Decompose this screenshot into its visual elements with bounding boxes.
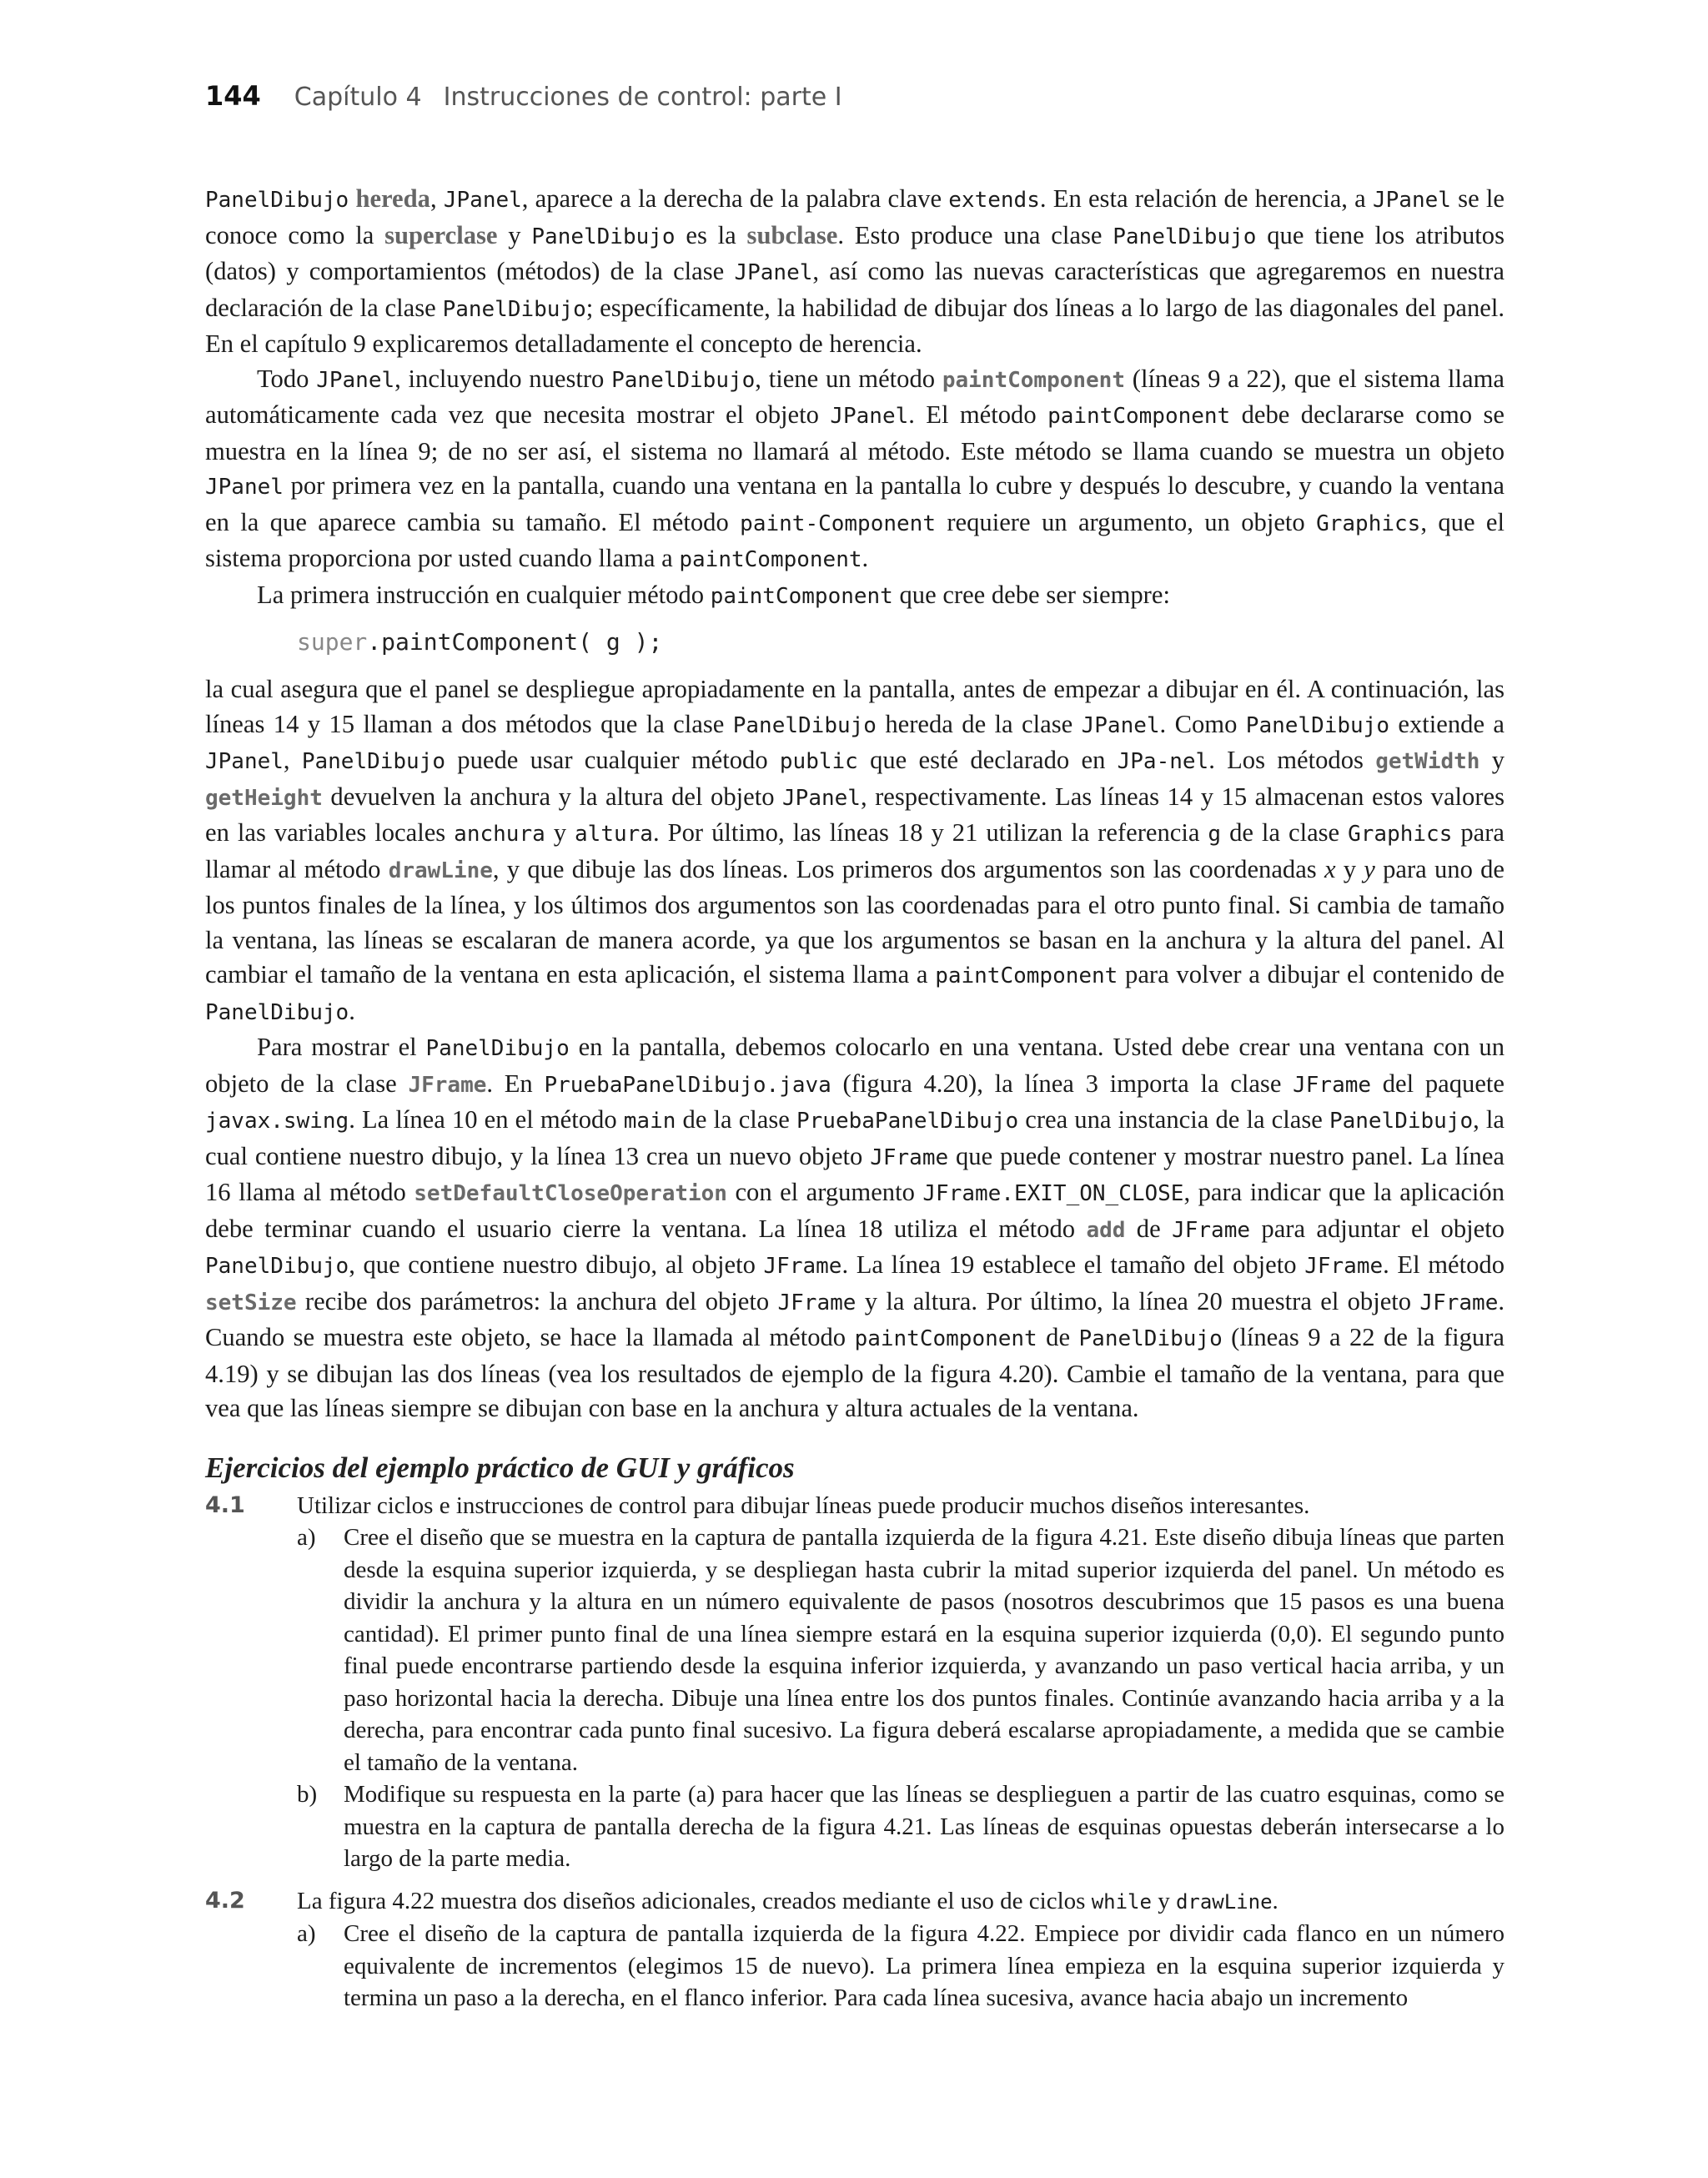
text-run: del paquete [1371, 1069, 1505, 1098]
text-run: es la [675, 220, 747, 249]
exercise-number: 4.2 [205, 1887, 245, 1914]
text-run: de la clase [676, 1105, 796, 1134]
code-text: .paintComponent( g ); [367, 628, 663, 656]
code-ref: PanelDibujo [531, 224, 676, 249]
body-text [205, 182, 1505, 2015]
code-ref: PanelDibujo [611, 367, 756, 393]
code-ref: JPanel [316, 367, 395, 393]
code-ref: javax.swing [205, 1109, 349, 1134]
code-ref: main [623, 1109, 676, 1134]
code-ref: PanelDibujo [1329, 1109, 1474, 1134]
code-term: drawLine [388, 858, 493, 883]
text-run: devuelven la anchura y la altura del objeto [322, 782, 783, 811]
exercise-4-1-a [297, 1522, 1505, 1778]
text-run: . Esto produce una clase [837, 220, 1113, 249]
code-term: setDefaultCloseOperation [414, 1181, 727, 1206]
code-ref: Graphics [1348, 822, 1453, 847]
code-ref: JPanel [734, 260, 813, 285]
code-line [297, 624, 1505, 661]
exercise-number: 4.1 [205, 1491, 245, 1518]
text-run: por primera vez en la pantalla, cuando una ventana en la pantalla lo cubre y después lo descubre, y cuando la ventana en la que aparece cambia su tamaño. El método [205, 471, 1505, 536]
code-ref: PanelDibujo [205, 188, 349, 213]
text-run: que cree debe ser siempre: [892, 580, 1170, 609]
text-run: para volver a dibujar el contenido de [1118, 960, 1505, 988]
text-run: de [1037, 1323, 1079, 1351]
code-ref: JPanel [1373, 188, 1451, 213]
text-run: . Por último, las líneas 18 y 21 utilizan la referencia [652, 818, 1208, 847]
math-var: y [1364, 854, 1375, 883]
text-run: . [862, 544, 869, 572]
code-ref: drawLine [1175, 1889, 1273, 1914]
term: superclase [384, 220, 498, 249]
code-ref: extends [948, 188, 1040, 213]
text-run: puede usar cualquier método [445, 746, 780, 774]
code-ref: paintComponent [710, 583, 893, 609]
section-heading: Ejercicios del ejemplo práctico de GUI y gráficos [205, 1451, 795, 1484]
text-run: , que contiene nuestro dibujo, al objeto [349, 1250, 764, 1279]
text-run: . La línea 19 establece el tamaño del objeto [841, 1250, 1305, 1279]
text-run: . [1272, 1887, 1278, 1914]
term: subclase [746, 220, 838, 249]
text-run: y [1151, 1887, 1176, 1914]
text-run: que esté declarado en [857, 746, 1118, 774]
text-run: . El método [908, 400, 1048, 429]
code-ref: JPa-nel [1117, 749, 1209, 774]
code-ref: JFrame [777, 1290, 857, 1315]
exercise-4-2-a [297, 1918, 1505, 2015]
text-run: (líneas 9 a 22), que el sistema llama automáticamente cada vez que necesita mostrar el objeto [205, 364, 1505, 429]
code-ref: paintComponent [1047, 404, 1231, 429]
paragraph-3 [205, 578, 1505, 615]
code-ref: JPanel [782, 785, 861, 811]
code-term: getHeight [205, 785, 323, 811]
item-label: a) [297, 1920, 316, 1947]
text-run: , para indicar que la aplicación debe terminar cuando el usuario cierre la ventana. La línea 18 utiliza el método [205, 1178, 1505, 1243]
code-ref: PanelDibujo [732, 712, 877, 738]
paragraph-2 [205, 362, 1505, 578]
code-ref: paint-Component [740, 511, 936, 536]
text-run: hereda de la clase [876, 709, 1082, 738]
code-term: JFrame [408, 1072, 487, 1098]
text-run: extiende a [1389, 709, 1505, 738]
text-run: , así como las nuevas características que agregaremos en nuestra declaración de la clase [205, 257, 1505, 322]
paragraph-4 [205, 672, 1505, 1030]
text-run: ; específicamente, la habilidad de dibujar dos líneas a lo largo de las diagonales del panel. En el capítulo 9 explicaremos detalladamente el concepto de herencia. [205, 293, 1505, 358]
text-run: , y que dibuje las dos líneas. Los primeros dos argumentos son las coordenadas [492, 854, 1324, 883]
code-term: paintComponent [942, 367, 1125, 393]
text-run: . En [486, 1069, 545, 1098]
text-run: . Cuando se muestra este objeto, se hace la llamada al método [205, 1286, 1505, 1351]
exercise-4-1 [205, 1490, 1505, 1522]
math-var: x [1324, 854, 1336, 883]
text-run: y [1335, 854, 1364, 883]
exercise-4-2 [205, 1885, 1505, 1919]
text-run: , la cual contiene nuestro dibujo, y la línea 13 crea un nuevo objeto [205, 1105, 1505, 1170]
text-run: de la clase [1221, 818, 1349, 847]
code-ref: JFrame.EXIT_ON_CLOSE [922, 1181, 1184, 1206]
code-ref: JFrame [1293, 1072, 1372, 1098]
exercise-text: Utilizar ciclos e instrucciones de control para dibujar líneas puede producir muchos diseños interesantes. [297, 1491, 1310, 1519]
text-run: Todo [257, 364, 317, 393]
text-run: . Los métodos [1208, 746, 1376, 774]
text-run: que puede contener y mostrar nuestro panel. La línea 16 llama al método [205, 1141, 1505, 1206]
text-run: Para mostrar el [257, 1033, 426, 1061]
code-ref: JFrame [870, 1144, 949, 1170]
text-run: requiere un argumento, un objeto [935, 507, 1317, 536]
text-run: . [349, 996, 355, 1025]
code-ref: g [1208, 822, 1222, 847]
text-run: . En esta relación de herencia, a [1039, 184, 1373, 213]
text-run: y [1479, 746, 1505, 774]
text-run: con el argumento [726, 1178, 923, 1206]
text-run: crea una instancia de la clase [1018, 1105, 1329, 1134]
code-ref: PanelDibujo [425, 1036, 570, 1061]
code-ref: JFrame [1172, 1217, 1250, 1243]
paragraph-5 [205, 1030, 1505, 1426]
code-ref: Graphics [1316, 511, 1421, 536]
code-ref: paintComponent [935, 963, 1118, 988]
item-text: Cree el diseño que se muestra en la captura de pantalla izquierda de la figura 4.21. Este diseño dibuja líneas que parten desde la esquina superior izquierda, y se despliegan hasta cubrir la mitad superior izquierda del panel. Un método es dividir la anchura y la altura en un número equivalente de pasos (nosotros descubrimos que 15 pasos es una buena cantidad). El primer punto final de una línea siempre estará en la esquina superior izquierda (0,0). El segundo punto final puede encontrarse partiendo desde la esquina inferior izquierda, y avanzando un paso vertical hacia arriba, y un paso horizontal hacia la derecha. Dibuje una línea entre los dos puntos finales. Continúe avanzando hacia arriba y a la derecha, para encontrar cada punto final sucesivo. La figura deberá escalarse apropiadamente, a medida que se cambie el tamaño de la ventana. [344, 1524, 1505, 1776]
code-term: add [1086, 1217, 1126, 1243]
running-header [205, 80, 842, 112]
paragraph-1 [205, 182, 1505, 362]
text-run: debe declararse como se muestra en la línea 9; de no ser así, el sistema no llamará al método. Este método se llama cuando se muestra un objeto [205, 400, 1505, 465]
text-run: y la altura. Por último, la línea 20 muestra el objeto [856, 1286, 1420, 1315]
code-ref: paintComponent [679, 547, 862, 572]
code-ref: public [779, 749, 858, 774]
text-run: , aparece a la derecha de la palabra clave [521, 184, 949, 213]
code-ref: JPanel [1081, 712, 1160, 738]
text-run: . La línea 10 en el método [349, 1105, 624, 1134]
text-run: La figura 4.22 muestra dos diseños adicionales, creados mediante el uso de ciclos [297, 1887, 1092, 1914]
text-run: y [545, 818, 575, 847]
text-run: para llamar al método [205, 818, 1505, 883]
code-keyword: super [297, 628, 368, 656]
code-ref: JFrame [763, 1254, 842, 1279]
code-ref: paintComponent [854, 1326, 1037, 1351]
text-run: (líneas 9 a 22 de la figura 4.19) y se dibujan las dos líneas (vea los resultados de ejemplo de la figura 4.20). Cambie el tamaño de la ventana, para que vea que las líneas siempre se dibujan con base en la anchura y altura actuales de la ventana. [205, 1323, 1505, 1422]
item-text: Modifique su respuesta en la parte (a) para hacer que las líneas se desplieguen a partir de las cuatro esquinas, como se muestra en la captura de pantalla derecha de la figura 4.21. Las líneas de esquinas opuestas deberán intersecarse a lo largo de la parte media. [344, 1781, 1505, 1872]
code-ref: JPanel [443, 188, 522, 213]
code-ref: PanelDibujo [205, 1254, 349, 1279]
code-ref: JFrame [1419, 1290, 1499, 1315]
text-run: , tiene un método [755, 364, 942, 393]
text-run: (figura 4.20), la línea 3 importa la clase [831, 1069, 1294, 1098]
term: hereda [355, 184, 430, 213]
code-ref: JPanel [205, 475, 284, 500]
code-ref: PruebaPanelDibujo [796, 1109, 1019, 1134]
text-run: , [283, 746, 302, 774]
text-run: se le conoce como la [205, 184, 1505, 249]
exercise-text [297, 1885, 1505, 1919]
text-run: y [497, 220, 532, 249]
text-run: en la pantalla, debemos colocarlo en una ventana. Usted debe crear una ventana con un objeto de la clase [205, 1033, 1505, 1098]
code-ref: JPanel [830, 404, 909, 429]
item-label: b) [297, 1781, 318, 1808]
code-ref: anchura [454, 822, 545, 847]
page-number: 144 [205, 80, 261, 112]
text-run: para adjuntar el objeto [1250, 1214, 1505, 1243]
code-ref: PanelDibujo [442, 296, 586, 322]
text-run: la cual asegura que el panel se despliegue apropiadamente en la pantalla, antes de empezar a dibujar en él. A continuación, las líneas 14 y 15 llaman a dos métodos que la clase [205, 675, 1505, 738]
code-ref: JFrame [1304, 1254, 1384, 1279]
text-run: . El método [1383, 1250, 1505, 1279]
code-ref: while [1091, 1889, 1152, 1914]
text-run: recibe dos parámetros: la anchura del objeto [296, 1286, 778, 1315]
code-ref: PanelDibujo [205, 999, 349, 1025]
text-run: que tiene los atributos (datos) y comportamientos (métodos) de la clase [205, 220, 1505, 285]
code-ref: JPanel [205, 749, 284, 774]
text-run: La primera instrucción en cualquier método [257, 580, 711, 609]
text-run: para uno de los puntos finales de la línea, y los últimos dos argumentos son las coordenadas para el otro punto final. Si cambia de tamaño la ventana, las líneas se escalaran de manera acorde, ya que los argumentos se basan en la anchura y la altura del panel. Al cambiar el tamaño de la ventana en esta aplicación, el sistema llama a [205, 854, 1505, 988]
text-run: de [1125, 1214, 1173, 1243]
text-run: , que el sistema proporciona por usted cuando llama a [205, 507, 1505, 572]
code-ref: PruebaPanelDibujo.java [544, 1072, 831, 1098]
chapter-title: Instrucciones de control: parte I [443, 83, 842, 112]
code-ref: altura [575, 822, 653, 847]
code-term: setSize [205, 1290, 297, 1315]
text-run: , incluyendo nuestro [394, 364, 612, 393]
exercise-4-1-b [297, 1778, 1505, 1875]
text-run: . Como [1159, 709, 1246, 738]
code-ref: PanelDibujo [1245, 712, 1389, 738]
code-ref: PanelDibujo [1078, 1326, 1223, 1351]
chapter-label: Capítulo 4 [294, 83, 422, 112]
text-run: , respectivamente. Las líneas 14 y 15 almacenan estos valores en las variables locales [205, 782, 1505, 847]
code-ref: PanelDibujo [1113, 224, 1257, 249]
item-text: Cree el diseño de la captura de pantalla izquierda de la figura 4.22. Empiece por dividir cada flanco en un número equivalente de incrementos (elegimos 15 de nuevo). La primera línea empieza en la esquina superior izquierda y termina un paso a la derecha, en el flanco inferior. Para cada línea sucesiva, avance hacia abajo un incremento [344, 1920, 1505, 2011]
code-ref: PanelDibujo [301, 749, 446, 774]
code-term: getWidth [1375, 749, 1480, 774]
item-label: a) [297, 1524, 316, 1551]
text-run: , [430, 184, 444, 213]
